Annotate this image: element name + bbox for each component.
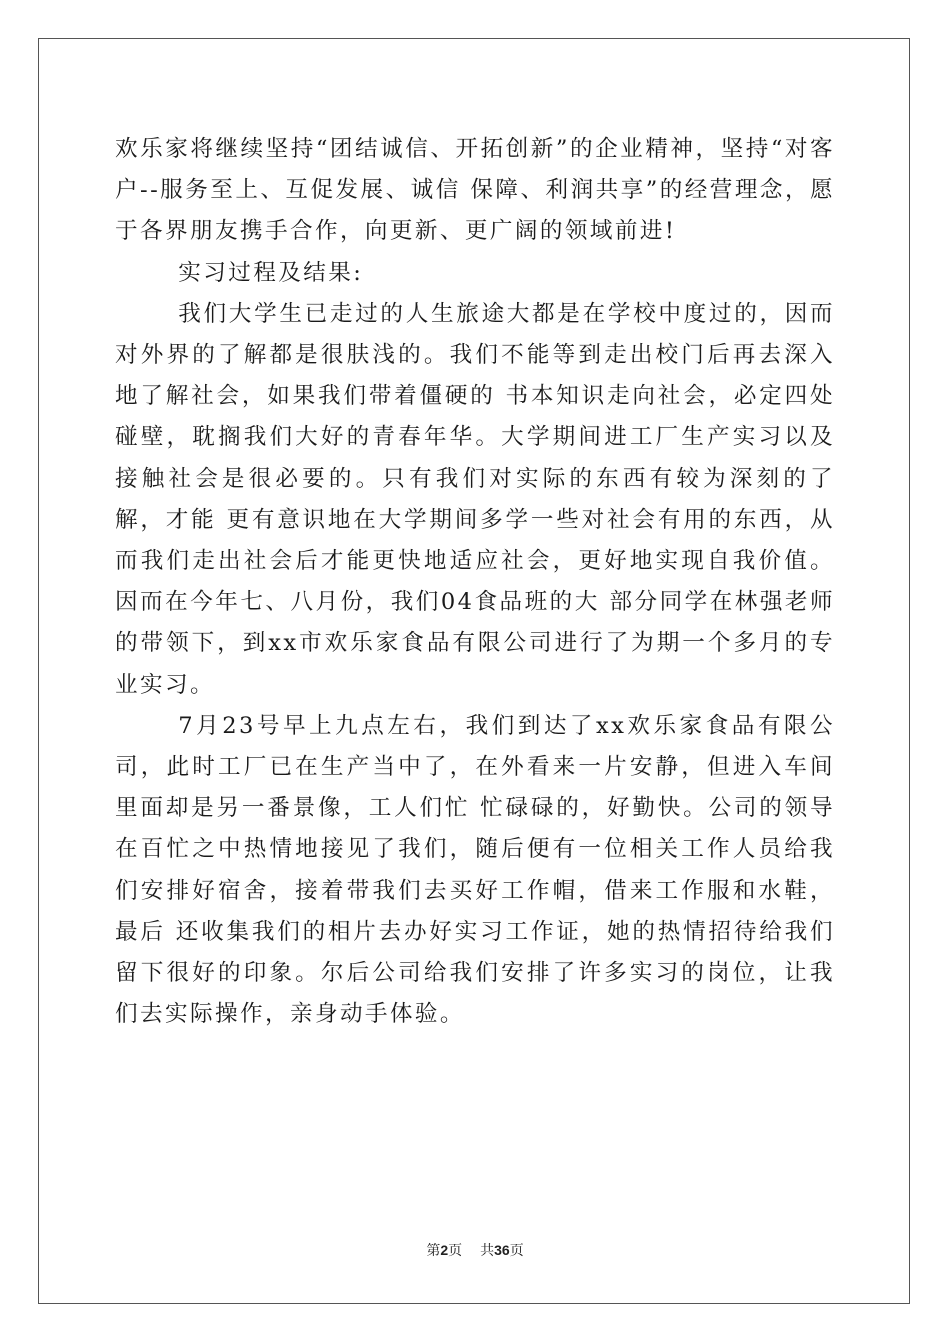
current-page-number: 2 — [440, 1242, 449, 1258]
total-pages-number: 36 — [494, 1242, 510, 1258]
total-suffix: 页 — [509, 1244, 524, 1259]
document-body — [115, 129, 835, 1035]
section-heading-internship-process: 实习过程及结果: — [178, 259, 364, 286]
paragraph-internship-purpose: 我们大学生已走过的人生旅途大都是在学校中度过的，因而对外界的了解都是很肤浅的。我们不能等到走出校门后再去深入地了解社会，如果我们带着僵硬的 书本知识走向社会，必定四处碰壁，耽搁我们大好的青春年华。大学期间进工厂生产实习以及接触社会是很必要的。只有我们对实际的东西有较为深刻的了解，才能 更有意识地在大学期间多学一些对社会有用的东西，从而我们走出社会后才能更快地适应社会，更好地实现自我价值。因而在今年七、八月份，我们04食品班的大 部分同学在林强老师的带领下，到xx市欢乐家食品有限公司进行了为期一个多月的专业实习。 — [115, 300, 835, 698]
paragraph-company-spirit: 欢乐家将继续坚持“团结诚信、开拓创新”的企业精神，坚持“对客户--服务至上、互促发展、诚信 保障、利润共享”的经营理念，愿于各界朋友携手合作，向更新、更广阔的领域前进! — [115, 136, 835, 245]
page-footer — [0, 1240, 950, 1260]
page-suffix: 页 — [448, 1244, 463, 1259]
total-prefix: 共 — [480, 1244, 495, 1259]
paragraph-arrival: 7月23号早上九点左右，我们到达了xx欢乐家食品有限公司，此时工厂已在生产当中了，在外看来一片安静，但进入车间里面却是另一番景像，工人们忙 忙碌碌的，好勤快。公司的领导在百忙之中热情地接见了我们，随后便有一位相关工作人员给我们安排好宿舍，接着带我们去买好工作帽，借来工作服和水鞋，最后 还收集我们的相片去办好实习工作证，她的热情招待给我们留下很好的印象。尔后公司给我们安排了许多实习的岗位，让我们去实际操作，亲身动手体验。 — [115, 712, 835, 1028]
page-prefix: 第 — [426, 1244, 441, 1259]
